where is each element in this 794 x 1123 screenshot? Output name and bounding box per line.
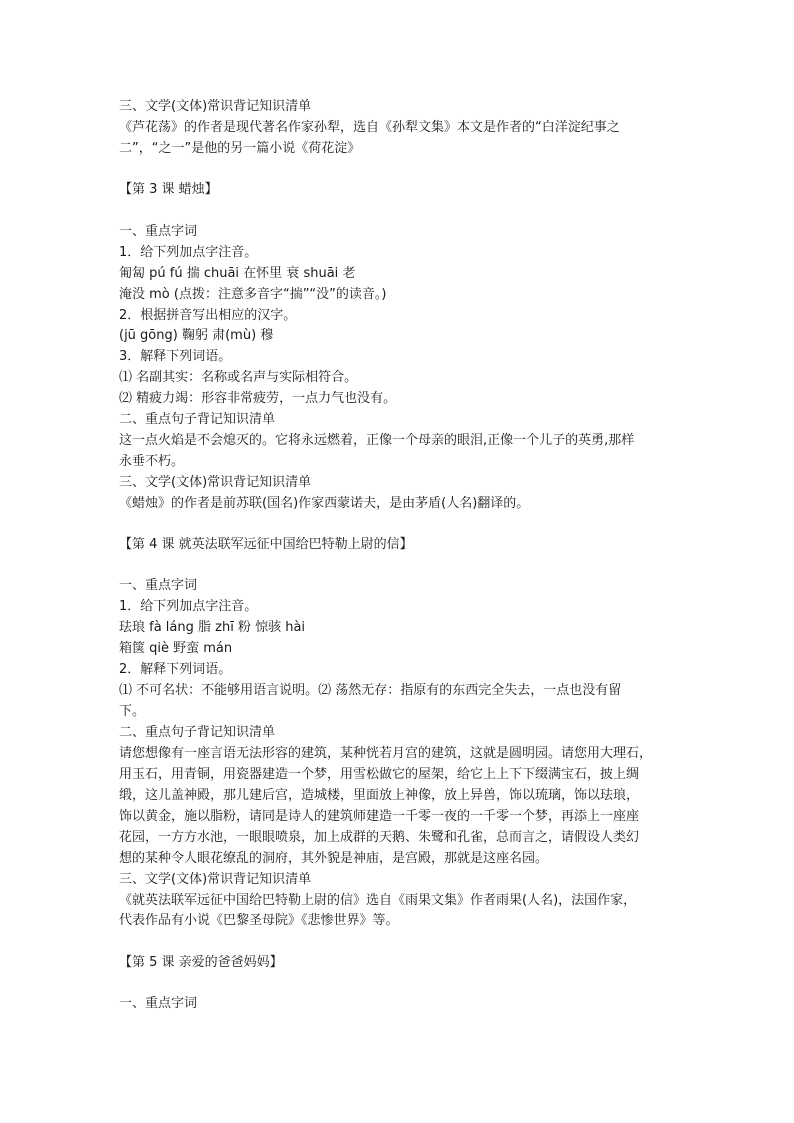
paragraph-line: 永垂不朽。 <box>119 454 185 469</box>
paragraph-line: 花园，一方方水池，一眼眼喷泉，加上成群的天鹅、朱鹭和孔雀，总而言之，请假设人类幻 <box>119 830 640 845</box>
definition-line: ⑴ 不可名状：不能够用语言说明。⑵ 荡然无存：指原有的东西完全失去，一点也没有留 <box>119 683 622 698</box>
pinyin-line: 淹没 mò (点拨：注意多音字“揣”“没”的读音。) <box>119 287 387 302</box>
section-heading: 一、重点字词 <box>119 224 198 239</box>
pinyin-line: 匍匐 pú fú 揣 chuāi 在怀里 衰 shuāi 老 <box>119 266 356 281</box>
definition-line: ⑵ 精疲力竭：形容非常疲劳，一点力气也没有。 <box>119 391 397 406</box>
lesson-title: 【第 5 课 亲爱的爸爸妈妈】 <box>119 955 283 970</box>
section-heading: 三、文学(文体)常识背记知识清单 <box>119 99 312 114</box>
section-heading: 二、重点句子背记知识清单 <box>119 725 276 740</box>
question-line: 1．给下列加点字注音。 <box>119 599 258 614</box>
pinyin-line: 珐琅 fà láng 脂 zhī 粉 惊骇 hài <box>119 620 306 635</box>
paragraph-line: 《芦花荡》的作者是现代著名作家孙犁，选自《孙犁文集》本文是作者的“白洋淀纪事之 <box>119 120 620 135</box>
paragraph-line: 想的某种令人眼花缭乱的洞府，其外貌是神庙，是宫殿，那就是这座名园。 <box>119 851 549 866</box>
section-heading: 三、文学(文体)常识背记知识清单 <box>119 475 312 490</box>
paragraph-line: 《就英法联军远征中国给巴特勒上尉的信》选自《雨果文集》作者雨果(人名)，法国作家， <box>119 893 637 908</box>
lesson-title: 【第 3 课 蜡烛】 <box>119 182 218 197</box>
paragraph-line: 缎，这儿盖神殿，那儿建后宫，造城楼，里面放上神像，放上异兽，饰以琉璃，饰以珐琅， <box>119 788 640 803</box>
paragraph-line: 饰以黄金，施以脂粉，请同是诗人的建筑师建造一千零一夜的一千零一个梦，再添上一座座 <box>119 809 640 824</box>
pinyin-line: 箱箧 qiè 野蛮 mán <box>119 641 233 656</box>
question-line: 1．给下列加点字注音。 <box>119 245 258 260</box>
section-heading: 一、重点字词 <box>119 996 198 1011</box>
paragraph-line: 这一点火焰是不会熄灭的。它将永远燃着，正像一个母亲的眼泪,正像一个儿子的英勇,那样 <box>119 433 635 448</box>
section-heading: 三、文学(文体)常识背记知识清单 <box>119 872 312 887</box>
definition-line: 下。 <box>119 704 146 719</box>
section-heading: 二、重点句子背记知识清单 <box>119 412 276 427</box>
pinyin-line: (jū gōng) 鞠躬 肃(mù) 穆 <box>119 328 274 343</box>
paragraph-line: 二”，“之一”是他的另一篇小说《荷花淀》 <box>119 141 361 156</box>
lesson-title: 【第 4 课 就英法联军远征中国给巴特勒上尉的信】 <box>119 537 413 552</box>
paragraph-line: 请您想像有一座言语无法形容的建筑，某种恍若月宫的建筑，这就是圆明园。请您用大理石， <box>119 746 653 761</box>
question-line: 3．解释下列词语。 <box>119 349 232 364</box>
paragraph-line: 用玉石，用青铜，用瓷器建造一个梦，用雪松做它的屋架，给它上上下下缀满宝石，披上绸 <box>119 767 640 782</box>
question-line: 2．解释下列词语。 <box>119 662 232 677</box>
paragraph-line: 《蜡烛》的作者是前苏联(国名)作家西蒙诺夫，是由茅盾(人名)翻译的。 <box>119 496 530 511</box>
section-heading: 一、重点字词 <box>119 578 198 593</box>
question-line: 2．根据拼音写出相应的汉字。 <box>119 308 297 323</box>
paragraph-line: 代表作品有小说《巴黎圣母院》《悲惨世界》等。 <box>119 913 399 928</box>
definition-line: ⑴ 名副其实：名称或名声与实际相符合。 <box>119 370 358 385</box>
